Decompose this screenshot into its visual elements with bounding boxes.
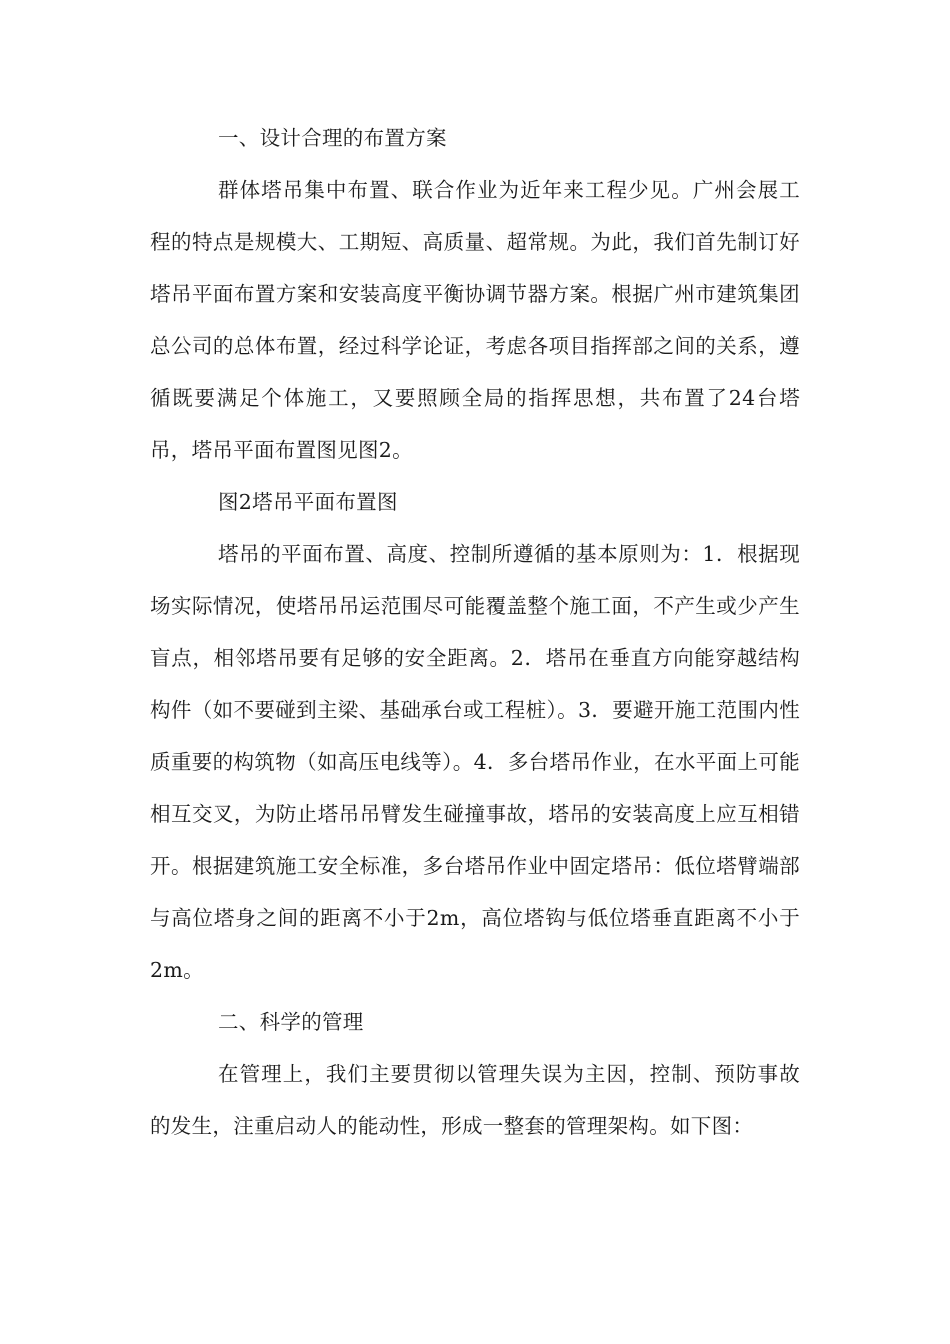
body-paragraph-layout: 群体塔吊集中布置、联合作业为近年来工程少见。广州会展工程的特点是规模大、工期短、高质量、超常规。为此，我们首先制订好塔吊平面布置方案和安装高度平衡协调节器方案。根据广州市建筑集团总公司的总体布置，经过科学论证，考虑各项目指挥部之间的关系，遵循既要满足个体施工，又要照顾全局的指挥思想，共布置了24台塔吊，塔吊平面布置图见图2。	[150, 178, 800, 462]
body-paragraph-management: 在管理上，我们主要贯彻以管理失误为主因，控制、预防事故的发生，注重启动人的能动性，形成一整套的管理架构。如下图：	[150, 1062, 800, 1138]
document-page	[150, 112, 800, 1152]
body-paragraph-principles: 塔吊的平面布置、高度、控制所遵循的基本原则为：1．根据现场实际情况，使塔吊吊运范围尽可能覆盖整个施工面，不产生或少产生盲点，相邻塔吊要有足够的安全距离。2．塔吊在垂直方向能穿越结构构件（如不要碰到主梁、基础承台或工程桩）。3．要避开施工范围内性质重要的构筑物（如高压电线等）。4．多台塔吊作业，在水平面上可能相互交叉，为防止塔吊吊臂发生碰撞事故，塔吊的安装高度上应互相错开。根据建筑施工安全标准，多台塔吊作业中固定塔吊：低位塔臂端部与高位塔身之间的距离不小于2m，高位塔钩与低位塔垂直距离不小于2m。	[150, 542, 800, 982]
section-heading-2: 二、科学的管理	[218, 1010, 364, 1034]
section-heading-1: 一、设计合理的布置方案	[218, 126, 447, 150]
figure-caption: 图2塔吊平面布置图	[218, 490, 398, 514]
